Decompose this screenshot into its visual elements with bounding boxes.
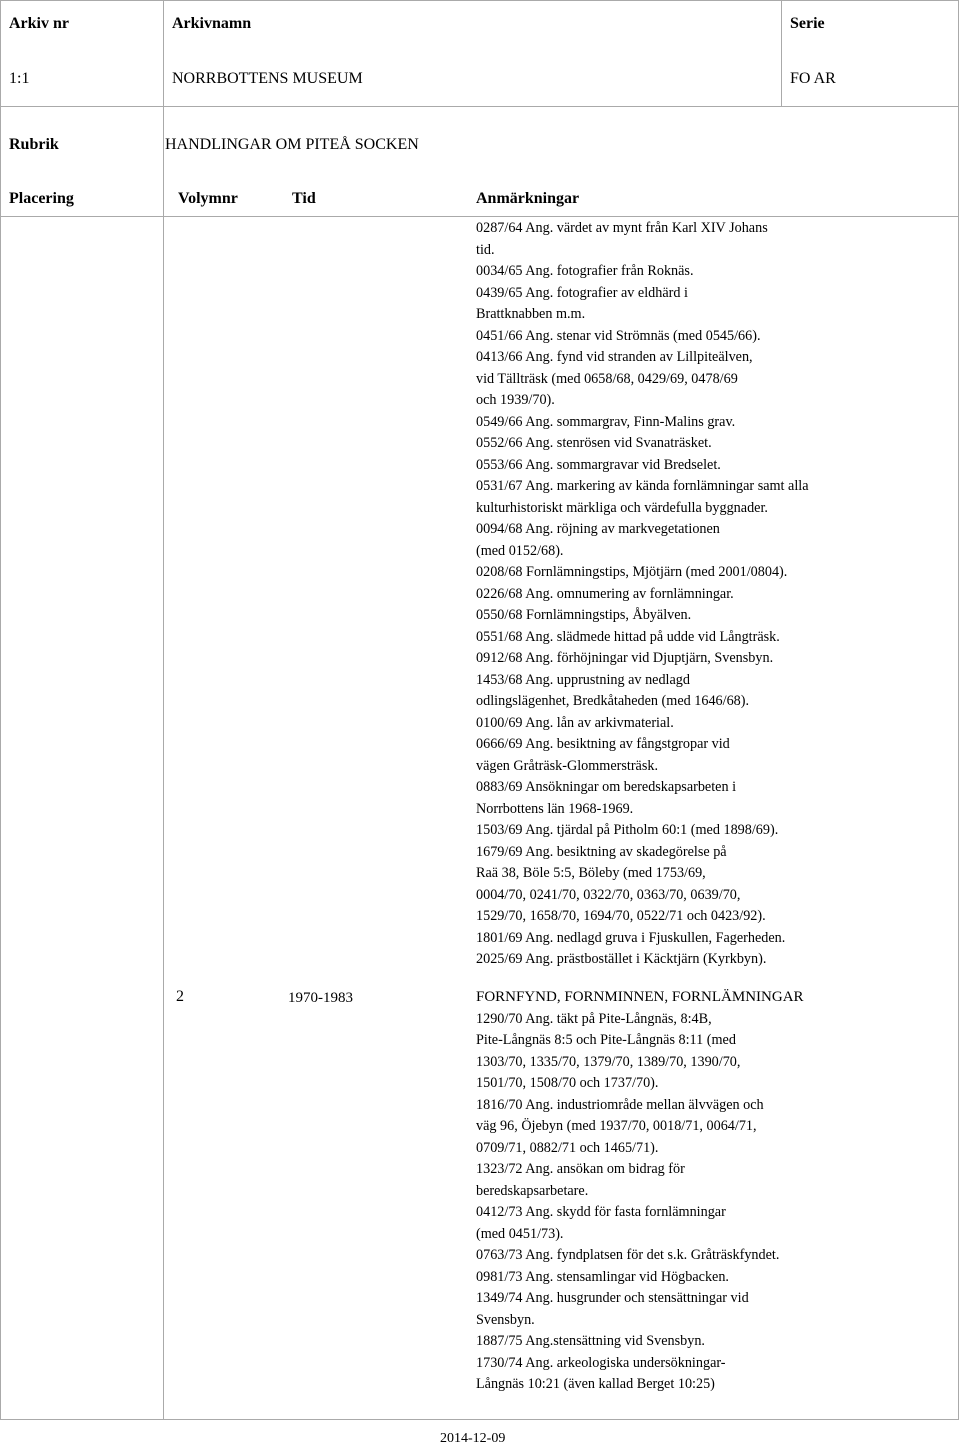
note-line: 0412/73 Ang. skydd för fasta fornlämningar <box>476 1204 726 1220</box>
note-line: 0439/65 Ang. fotografier av eldhärd i <box>476 284 688 301</box>
note-line: vägen Gråträsk-Glommersträsk. <box>476 757 659 774</box>
arkivnr-label: Arkiv nr <box>9 15 69 32</box>
note-line: 0287/64 Ang. värdet av mynt från Karl XIV Johans <box>476 220 768 236</box>
note-line: Brattknabben m.m. <box>476 306 586 322</box>
serie-label: Serie <box>790 15 825 32</box>
note-line: 0551/68 Ang. slädmede hittad på udde vid Långträsk. <box>476 628 780 645</box>
note-line: 0553/66 Ang. sommargravar vid Bredselet. <box>476 456 721 473</box>
note-line: 1323/72 Ang. ansökan om bidrag för <box>476 1161 685 1177</box>
note-line: odlingslägenhet, Bredkåtaheden (med 1646/68). <box>476 693 750 709</box>
note-line: 1501/70, 1508/70 och 1737/70). <box>476 1075 659 1091</box>
grid-vline-1 <box>163 0 164 1420</box>
note-line: 1290/70 Ang. täkt på Pite-Långnäs, 8:4B, <box>476 1010 712 1027</box>
note-line: 1816/70 Ang. industriområde mellan älvvägen och <box>476 1096 764 1113</box>
footer-date: 2014-12-09 <box>440 1431 506 1446</box>
note-line: 0552/66 Ang. stenrösen vid Svanaträsket. <box>476 435 712 451</box>
note-line: (med 0451/73). <box>476 1225 564 1242</box>
note-line: 0451/66 Ang. stenar vid Strömnäs (med 0545/66). <box>476 327 761 344</box>
note-line: 0004/70, 0241/70, 0322/70, 0363/70, 0639/70, <box>476 886 741 903</box>
note-line: 0094/68 Ang. röjning av markvegetationen <box>476 521 720 537</box>
note-line: Norrbottens län 1968-1969. <box>476 800 634 817</box>
note-line: 0034/65 Ang. fotografier från Roknäs. <box>476 263 694 279</box>
column-header-volymnr: Volymnr <box>178 190 238 207</box>
grid-vline-4 <box>958 0 959 1420</box>
note-line: 0531/67 Ang. markering av kända fornlämningar samt alla <box>476 478 809 494</box>
note-line: 0549/66 Ang. sommargrav, Finn-Malins grav. <box>476 413 736 430</box>
note-line: FORNFYND, FORNMINNEN, FORNLÄMNINGAR <box>476 989 804 1005</box>
grid-vline-2 <box>781 0 782 106</box>
note-line: 1503/69 Ang. tjärdal på Pitholm 60:1 (med 1898/69). <box>476 822 779 838</box>
note-line: 0912/68 Ang. förhöjningar vid Djuptjärn, Svensbyn. <box>476 650 774 666</box>
row-tid: 1970-1983 <box>288 990 353 1006</box>
note-line: 1529/70, 1658/70, 1694/70, 0522/71 och 0423/92). <box>476 908 766 924</box>
note-line: beredskapsarbetare. <box>476 1182 589 1199</box>
note-line: 1349/74 Ang. husgrunder och stensättningar vid <box>476 1290 749 1306</box>
note-line: (med 0152/68). <box>476 542 564 559</box>
note-line: 1887/75 Ang.stensättning vid Svensbyn. <box>476 1333 705 1349</box>
note-line: Raä 38, Böle 5:5, Böleby (med 1753/69, <box>476 865 706 881</box>
note-line: 0883/69 Ansökningar om beredskapsarbeten i <box>476 779 737 795</box>
note-line: väg 96, Öjebyn (med 1937/70, 0018/71, 0064/71, <box>476 1118 757 1134</box>
note-line: 1801/69 Ang. nedlagd gruva i Fjuskullen, Fagerheden. <box>476 929 786 946</box>
grid-hline-2 <box>0 216 959 217</box>
rubrik-value: HANDLINGAR OM PITEÅ SOCKEN <box>165 136 419 153</box>
column-header-placering: Placering <box>9 190 74 207</box>
note-line: vid Tällträsk (med 0658/68, 0429/69, 0478/69 <box>476 370 738 387</box>
note-line: 1453/68 Ang. upprustning av nedlagd <box>476 671 690 688</box>
note-line: 0981/73 Ang. stensamlingar vid Högbacken. <box>476 1268 729 1285</box>
column-header-anmarkningar: Anmärkningar <box>476 190 580 207</box>
arkivnamn-label: Arkivnamn <box>172 15 252 32</box>
note-line: 1679/69 Ang. besiktning av skadegörelse på <box>476 843 727 860</box>
arkivnamn-value: NORRBOTTENS MUSEUM <box>172 70 363 87</box>
note-line: 1730/74 Ang. arkeologiska undersökningar- <box>476 1354 726 1371</box>
arkivnr-value: 1:1 <box>9 70 30 87</box>
column-header-tid: Tid <box>292 190 316 207</box>
serie-value: FO AR <box>790 70 836 87</box>
grid-vline-3 <box>0 0 1 1420</box>
table-row-notes <box>476 218 946 971</box>
note-line: 0100/69 Ang. lån av arkivmaterial. <box>476 714 674 731</box>
note-line: 1303/70, 1335/70, 1379/70, 1389/70, 1390/70, <box>476 1053 741 1070</box>
row-volymnr: 2 <box>176 988 184 1005</box>
note-line: Pite-Långnäs 8:5 och Pite-Långnäs 8:11 (med <box>476 1032 736 1048</box>
note-line: 0709/71, 0882/71 och 1465/71). <box>476 1139 659 1156</box>
rubrik-label: Rubrik <box>9 136 59 153</box>
note-line: 0550/68 Fornlämningstips, Åbyälven. <box>476 607 692 623</box>
grid-hline-1 <box>0 106 959 107</box>
note-line: tid. <box>476 241 495 258</box>
note-line: och 1939/70). <box>476 392 555 408</box>
note-line: Svensbyn. <box>476 1311 535 1328</box>
note-line: 0763/73 Ang. fyndplatsen för det s.k. Gråträskfyndet. <box>476 1247 780 1263</box>
table-row-notes <box>476 987 946 1396</box>
note-line: 0208/68 Fornlämningstips, Mjötjärn (med 2001/0804). <box>476 564 788 580</box>
note-line: Långnäs 10:21 (även kallad Berget 10:25) <box>476 1376 715 1392</box>
note-line: 0413/66 Ang. fynd vid stranden av Lillpiteälven, <box>476 349 753 365</box>
grid-hline-bottom <box>0 1419 959 1420</box>
grid-hline-top <box>0 0 959 1</box>
note-line: 2025/69 Ang. prästbostället i Käcktjärn (Kyrkbyn). <box>476 951 767 967</box>
note-line: 0226/68 Ang. omnumering av fornlämningar. <box>476 585 734 602</box>
note-line: kulturhistoriskt märkliga och värdefulla byggnader. <box>476 499 768 516</box>
note-line: 0666/69 Ang. besiktning av fångstgropar vid <box>476 736 730 752</box>
